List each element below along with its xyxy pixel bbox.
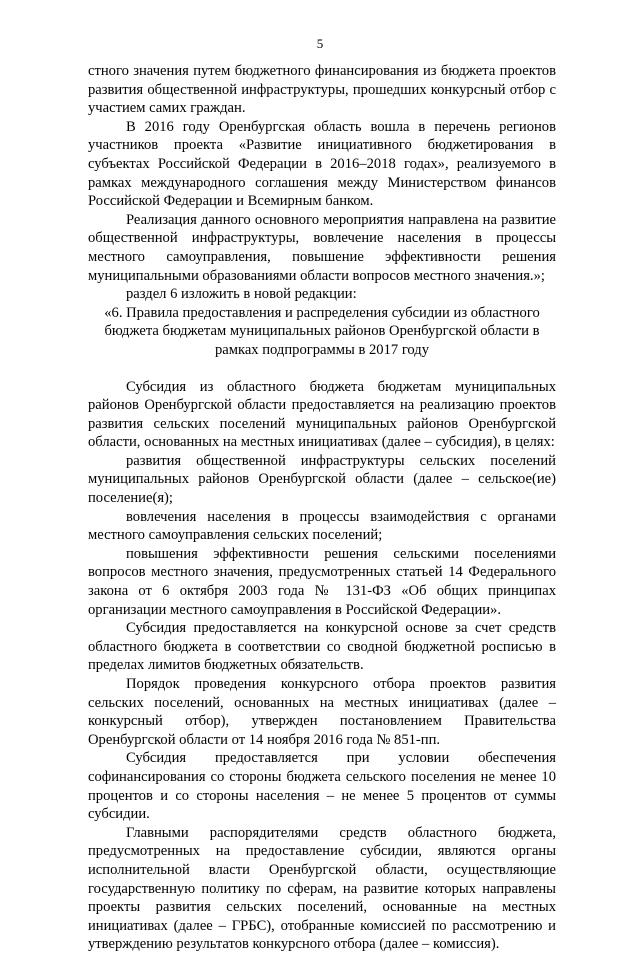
paragraph-section-6-instruction: раздел 6 изложить в новой редакции:	[126, 286, 357, 303]
page-number: 5	[316, 36, 324, 51]
paragraph-implementation: Реализация данного основного мероприятия направлена на развитие общественной инфраструктуры, вовлечение населения в процессы местного самоуправления, повышение эффективности решения муниципальными образованиями области вопросов местного значения.»;	[88, 211, 556, 284]
paragraph-continuation: стного значения путем бюджетного финансирования из бюджета проектов развития общественной инфраструктуры, прошедших конкурсный отбор с участием самих граждан.	[88, 63, 556, 117]
paragraph-competitive-basis: Субсидия предоставляется на конкурсной основе за счет средств областного бюджета в соответствии со сводной бюджетной росписью в пределах лимитов бюджетных обязательств.	[88, 620, 556, 674]
paragraph-chief-managers: Главными распорядителями средств областного бюджета, предусмотренных на предоставление субсидии, являются органы исполнительной власти Оренбургской области, осуществляющие государственную политику по сферам, на развитие которых направлены проекты развития сельских поселений, основанные на местных инициативах (далее – ГРБС), отобранные комиссией по рассмотрению и утверждению результатов конкурсного отбора (далее – комиссия).	[88, 824, 556, 953]
paragraph-goal-involvement: вовлечения населения в процессы взаимодействия с органами местного самоуправления сельских поселений;	[88, 508, 556, 544]
paragraph-selection-procedure: Порядок проведения конкурсного отбора проектов развития сельских поселений, основанных на местных инициативах (далее – конкурсный отбор), утвержден постановлением Правительства Оренбургской области от 14 ноября 2016 года № 851-пп.	[88, 676, 556, 748]
paragraph-goal-efficiency: повышения эффективности решения сельскими поселениями вопросов местного значения, предусмотренных статьей 14 Федерального закона от 6 октября 2003 года № 131-ФЗ «Об общих принципах организации местного самоуправления в Российской Федерации».	[88, 545, 556, 618]
paragraph-cofinancing: Субсидия предоставляется при условии обеспечения софинансирования со стороны бюджета сельского поселения не менее 10 процентов и со стороны населения – не менее 5 процентов от суммы субсидии.	[88, 750, 556, 823]
paragraph-goal-infrastructure: развития общественной инфраструктуры сельских поселений муниципальных районов Оренбургской области (далее – сельское(ие) поселение(я);	[88, 452, 556, 507]
paragraph-subsidy-purpose: Субсидия из областного бюджета бюджетам муниципальных районов Оренбургской области предоставляется на реализацию проектов развития сельских поселений муниципальных районов Оренбургской области, основанных на местных инициативах (далее – субсидия), в целях:	[88, 378, 556, 451]
document-body	[88, 62, 556, 954]
paragraph-project-2016: В 2016 году Оренбургская область вошла в перечень регионов участников проекта «Развитие инициативного бюджетирования в субъектах Российской Федерации в 2016–2018 годах», реализуемого в рамках международного соглашения между Министерством финансов Российской Федерации и Всемирным банком.	[88, 118, 556, 210]
section-6-heading: «6. Правила предоставления и распределения субсидии из областного бюджета бюджетам муниципальных районов Оренбургской области в рамках подпрограммы в 2017 году	[104, 304, 540, 358]
